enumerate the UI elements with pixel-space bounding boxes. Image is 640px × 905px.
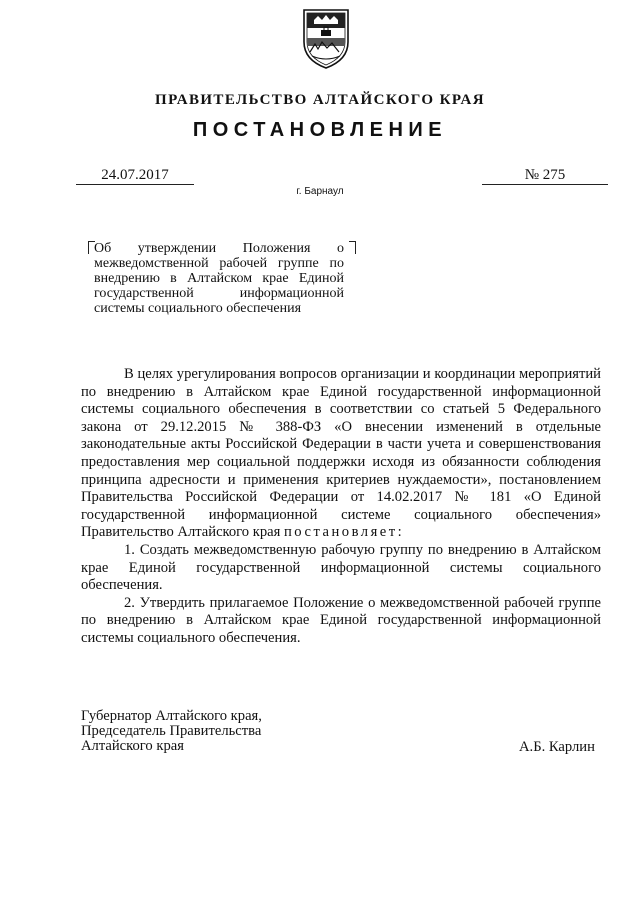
signer-position xyxy=(81,709,341,754)
signer-name: А.Б. Карлин xyxy=(519,739,595,755)
signer-position-line: Губернатор Алтайского края, xyxy=(81,708,262,724)
document-number-field xyxy=(482,168,608,185)
city: г. Барнаул xyxy=(296,186,344,197)
decree-word: постановляет: xyxy=(284,524,405,541)
signer-position-line: Председатель Правительства xyxy=(81,723,262,739)
intro-paragraph xyxy=(81,366,601,542)
intro-text: В целях урегулирования вопросов организации и координации мероприятий по внедрению в Алтайском крае Единой государственной информационной системы социального обеспечения в соответствии со статьей 5 Федерального закона от 29.12.2015 № 388-ФЗ «О внесении изменений в отдельные законодательные акты Российской Федерации в части учета и совершенствования предоставления мер социальной поддержки исходя из обязанности соблюдения принципа адресности и применения критериев нуждаемости», постановлением Правительства Российской Федерации от 14.02.2017 № 181 «О Единой государственной информационной системе социального обеспечения» Правительство Алтайского края xyxy=(81,366,601,541)
altai-coat-of-arms-icon xyxy=(300,8,352,70)
document-date: 24.07.2017 xyxy=(101,167,169,183)
government-name: ПРАВИТЕЛЬСТВО АЛТАЙСКОГО КРАЯ xyxy=(155,92,485,108)
document-type: ПОСТАНОВЛЕНИЕ xyxy=(192,119,448,141)
item-1: 1. Создать межведомственную рабочую группу по внедрению в Алтайском крае Единой государственной информационной системы социального обеспечения. xyxy=(81,541,601,594)
subject-bracket-right xyxy=(349,241,356,254)
document-date-field xyxy=(76,168,194,185)
document-number: № 275 xyxy=(524,167,566,183)
item-2: 2. Утвердить прилагаемое Положение о межведомственной рабочей группе по внедрению в Алтайском крае Единой государственной информационной системы социального обеспечения. xyxy=(81,594,601,646)
signer-position-line: Алтайского края xyxy=(81,738,184,754)
document-body xyxy=(81,366,601,648)
document-subject: Об утверждении Положения о межведомственной рабочей группе по внедрению в Алтайском крае Единой государственной информационной системы социального обеспечения xyxy=(94,241,344,316)
